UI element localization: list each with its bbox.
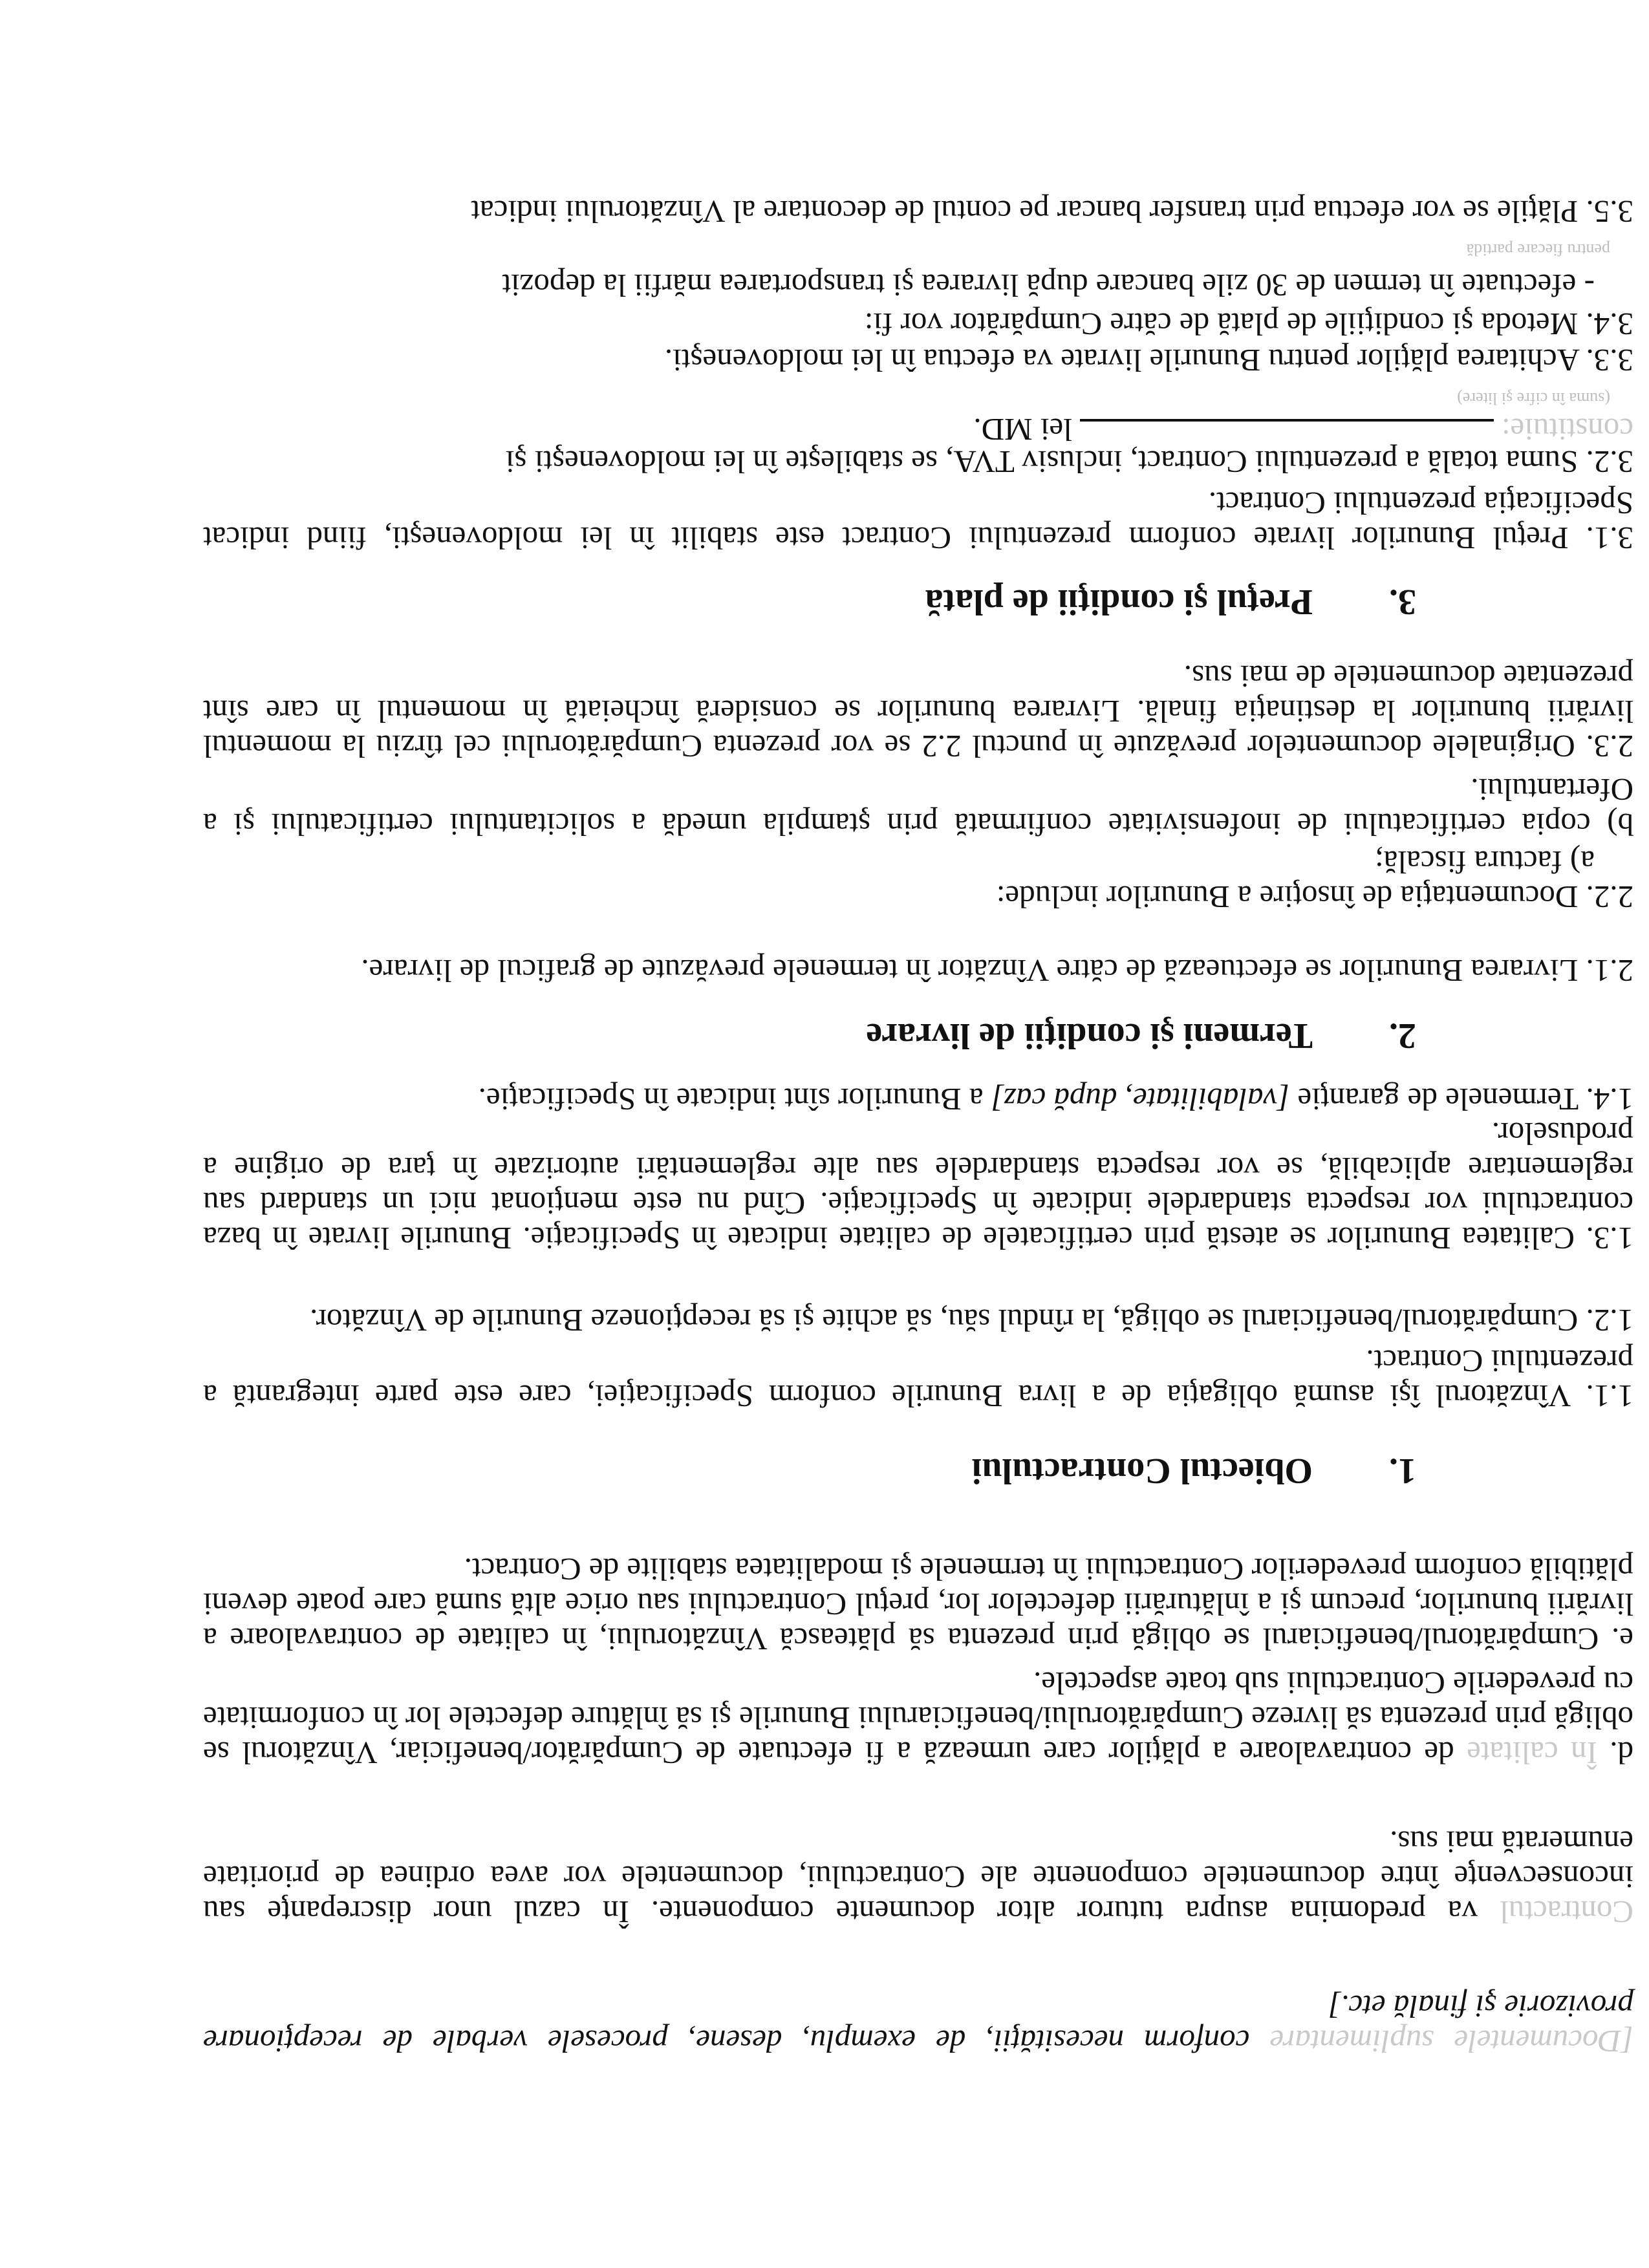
section-1-heading <box>972 1451 1416 1490</box>
clause-3-4-note: pentru fiecare partidă <box>1466 241 1610 259</box>
paragraph-text: de contravaloare a plăţilor care urmează a fi efectuate de Cumpărător/beneficiar, Vînzătorul se obligă prin prezenta să livreze Cumpărătorului/beneficiarului Bunurile şi să înlăture defectele lor în conformitate cu prevederile Contractului sub toate aspectele. <box>202 1665 1633 1771</box>
clause-3-4-dash: - efectuate în termen de 30 zile bancare după livrarea şi transportarea mărfii la depozit <box>502 268 1595 303</box>
clause-3-1: 3.1. Preţul Bunurilor livrate conform prezentului Contract este stabilit în lei moldoveneşti, fiind indicat Specificaţia prezentului Contract. <box>203 486 1633 556</box>
faded-text: În calitate <box>1467 1735 1597 1771</box>
clause-italic-text: [valabilitate, după caz] <box>991 1082 1290 1117</box>
paragraph-text: Cumpărătorul/beneficiarul se obligă prin prezenta să plătească Vînzătorului, în calitate de contravaloare a livrării bunurilor, precum şi a înlăturării defectelor lor, preţul Contractului sau orice altă sumă care poate deveni plătibilă conform prevederilor Contractului în termenele şi modalitatea stabilite de Contract. <box>202 1552 1633 1657</box>
constituie-label: constituie: <box>1501 412 1633 447</box>
faded-text: Contractul <box>1500 1894 1633 1930</box>
paragraph-text: va predomina asupra tuturor altor documente componente. În cazul unor discrepanţe sau inconsecvenţe între documentele componente ale Contractului, documentele vor avea ordinea de prioritate enumerată mai sus. <box>202 1824 1633 1930</box>
clause-1-2: 1.2. Cumpărătorul/beneficiarul se obligă, la rîndul său, să achite şi să recepţioneze Bunurile de Vînzător. <box>310 1303 1633 1338</box>
currency-label: lei MD. <box>973 412 1072 447</box>
section-2-heading <box>866 1016 1416 1055</box>
section-title: Termeni şi condiţii de livrare <box>866 1016 1313 1056</box>
amount-hint: (suma în cifre şi litere) <box>1457 389 1610 408</box>
clause-1-4 <box>203 1082 1633 1117</box>
clause-d <box>203 1665 1633 1770</box>
clause-3-4: 3.4. Metoda şi condiţiile de plată de către Cumpărător vor fi: <box>864 306 1633 342</box>
section-number: 1. <box>1389 1451 1416 1491</box>
clause-label: d. <box>1610 1735 1633 1771</box>
clause-label: e. <box>1611 1621 1633 1657</box>
section-number: 3. <box>1389 582 1416 622</box>
clause-3-2: 3.2. Suma totală a prezentului Contract, inclusiv TVA, se stabileşte în lei moldoveneşti şi <box>505 444 1633 480</box>
intro-paragraph-attachments <box>203 1989 1633 2059</box>
amount-blank-line <box>1080 419 1494 441</box>
clause-2-2-b: b) copia certificatului de inofensivitate confirmată prin ştampila umedă a solicitantului certificatului şi a Ofertantului. <box>203 772 1633 842</box>
clause-2-3: 2.3. Originalele documentelor prevăzute în punctul 2.2 se vor prezenta Cumpărătorului cel tîrziu la momentul livrării bunurilor la destinaţia finală. Livrarea bunurilor se consideră încheiată în momentul în care sînt prezentate documentele de mai sus. <box>203 659 1633 764</box>
paragraph-text: conform necesităţii, de exemplu, desene, procesele verbale de recepţionare provizorie şi finală etc.] <box>203 1989 1633 2059</box>
clause-text: a Bunurilor sînt indicate în Specificaţie. <box>478 1082 991 1117</box>
clause-2-2-a: a) factura fiscală; <box>1374 844 1595 880</box>
clause-1-3: 1.3. Calitatea Bunurilor se atestă prin certificatele de calitate indicate în Specificaţie. Bunurile livrate în baza contractului vor respecta standardele indicate în Specificaţie. Cînd nu este menţionat nici un standard sau reglementare aplicabilă, se vor respecta standardele sau alte reglementări autorizate în ţara de origine a produselor. <box>203 1116 1633 1256</box>
section-title: Preţul şi condiţii de plată <box>925 582 1313 622</box>
clause-1-1: 1.1. Vînzătorul îşi asumă obligaţia de a livra Bunurile conform Specificaţiei, care este parte integrantă a prezentului Contract. <box>203 1343 1633 1414</box>
clause-3-3: 3.3. Achitarea plăţilor pentru Bunurile livrate va efectua în lei moldoveneşti. <box>664 343 1633 378</box>
clause-2-2: 2.2. Documentaţia de însoţire a Bunurilor include: <box>996 879 1633 915</box>
section-3-heading <box>925 583 1416 621</box>
section-title: Obiectul Contractului <box>971 1451 1313 1491</box>
clause-e <box>203 1552 1633 1656</box>
clause-3-2-amount <box>203 412 1633 447</box>
faded-text: [Documentele suplimentare <box>1269 2024 1633 2059</box>
clause-text: 1.4. Termenele de garanţie <box>1289 1082 1633 1117</box>
section-number: 2. <box>1389 1016 1416 1056</box>
clause-2-1: 2.1. Livrarea Bunurilor se efectuează de către Vînzător în termenele prevăzute de graficul de livrare. <box>361 953 1633 989</box>
intro-paragraph-priority <box>203 1824 1633 1929</box>
clause-3-5: 3.5. Plăţile se vor efectua prin transfer bancar pe contul de decontare al Vînzătorului indicat <box>471 194 1633 230</box>
